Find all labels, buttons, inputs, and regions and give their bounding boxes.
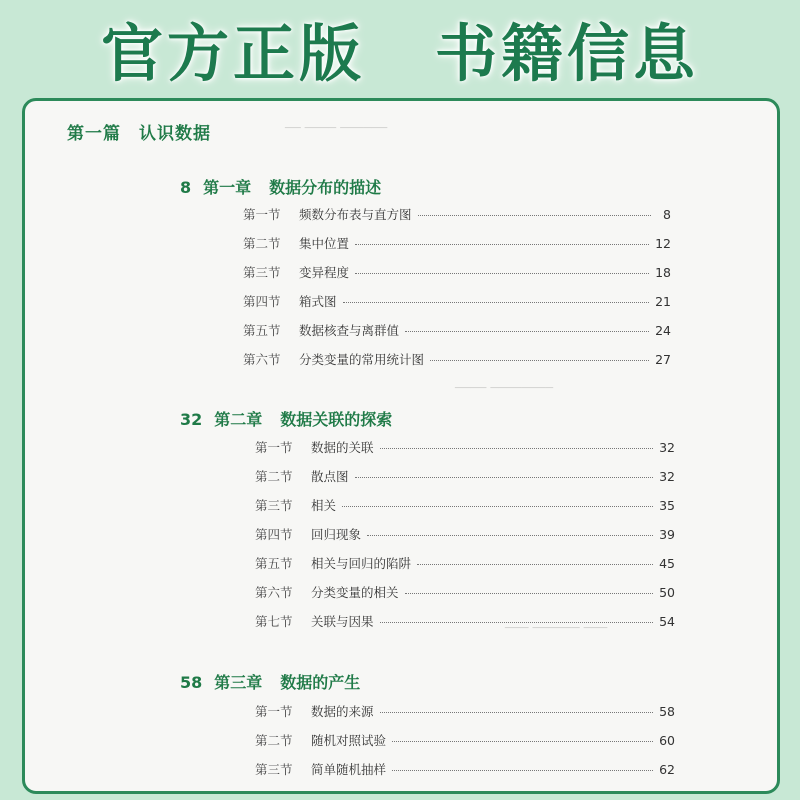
dot-leader bbox=[380, 622, 654, 623]
section-number: 第四节 bbox=[255, 527, 293, 542]
bleed-through-text: ─── ────── ─── bbox=[505, 621, 608, 636]
toc-entry bbox=[243, 234, 671, 252]
section-title: 数据的关联 bbox=[311, 440, 374, 455]
promo-banner bbox=[0, 0, 800, 96]
section-title: 集中位置 bbox=[299, 236, 350, 251]
section-number: 第一节 bbox=[243, 207, 281, 222]
banner-official-text: 官方正版 bbox=[100, 16, 365, 90]
toc-entry bbox=[255, 702, 675, 720]
section-number: 第二节 bbox=[255, 733, 293, 748]
dot-leader bbox=[355, 273, 649, 274]
dot-leader bbox=[405, 593, 654, 594]
toc-entry bbox=[243, 263, 671, 281]
dot-leader bbox=[355, 477, 654, 478]
section-title: 散点图 bbox=[311, 469, 349, 484]
toc-entry bbox=[243, 205, 671, 223]
chapter-heading bbox=[180, 407, 392, 430]
chapter-title: 数据的产生 bbox=[280, 673, 361, 692]
section-number: 第二节 bbox=[255, 469, 293, 484]
section-page: 35 bbox=[659, 498, 675, 513]
section-page: 21 bbox=[655, 294, 671, 309]
section-page: 32 bbox=[659, 469, 675, 484]
toc-entry bbox=[255, 760, 675, 778]
toc-entry bbox=[243, 350, 671, 368]
dot-leader bbox=[418, 215, 651, 216]
section-number: 第七节 bbox=[255, 614, 293, 629]
bleed-through-text: ──── ──────── bbox=[455, 381, 554, 396]
chapter-page: 58 bbox=[180, 673, 203, 692]
section-title: 数据的来源 bbox=[311, 704, 374, 719]
part-label: 第一篇 bbox=[67, 124, 121, 144]
dot-leader bbox=[367, 535, 653, 536]
dot-leader bbox=[417, 564, 653, 565]
toc-entry bbox=[243, 292, 671, 310]
dot-leader bbox=[392, 741, 653, 742]
dot-leader bbox=[380, 448, 654, 449]
banner-book-info-text: 书籍信息 bbox=[435, 16, 700, 90]
chapter-page: 8 bbox=[180, 178, 192, 197]
section-page: 18 bbox=[655, 265, 671, 280]
section-number: 第四节 bbox=[243, 294, 281, 309]
section-page: 58 bbox=[659, 704, 675, 719]
section-page: 45 bbox=[659, 556, 675, 571]
section-number: 第三节 bbox=[243, 265, 281, 280]
section-title: 随机对照试验 bbox=[311, 733, 387, 748]
section-title: 频数分布表与直方图 bbox=[299, 207, 412, 222]
section-number: 第六节 bbox=[243, 352, 281, 367]
dot-leader bbox=[392, 770, 653, 771]
section-number: 第三节 bbox=[255, 762, 293, 777]
section-page: 8 bbox=[663, 207, 671, 222]
section-page: 39 bbox=[659, 527, 675, 542]
section-title: 分类变量的相关 bbox=[311, 585, 399, 600]
part-name: 认识数据 bbox=[139, 124, 211, 144]
section-page: 27 bbox=[655, 352, 671, 367]
dot-leader bbox=[430, 360, 649, 361]
toc-entry bbox=[255, 731, 675, 749]
section-page: 60 bbox=[659, 733, 675, 748]
toc-entry bbox=[255, 554, 675, 572]
chapter-title: 数据关联的探索 bbox=[280, 410, 393, 429]
section-page: 12 bbox=[655, 236, 671, 251]
toc-entry bbox=[255, 467, 675, 485]
dot-leader bbox=[355, 244, 649, 245]
toc-entry bbox=[243, 321, 671, 339]
section-title: 箱式图 bbox=[299, 294, 337, 309]
dot-leader bbox=[343, 302, 650, 303]
section-page: 54 bbox=[659, 614, 675, 629]
toc-entry bbox=[255, 525, 675, 543]
section-page: 50 bbox=[659, 585, 675, 600]
section-number: 第三节 bbox=[255, 498, 293, 513]
dot-leader bbox=[342, 506, 653, 507]
section-number: 第一节 bbox=[255, 440, 293, 455]
section-number: 第五节 bbox=[243, 323, 281, 338]
section-title: 分类变量的常用统计图 bbox=[299, 352, 425, 367]
section-title: 相关 bbox=[311, 498, 337, 513]
bleed-through-text: ── ──── ────── bbox=[285, 121, 388, 136]
section-number: 第六节 bbox=[255, 585, 293, 600]
toc-entry bbox=[255, 438, 675, 456]
toc-page bbox=[22, 98, 780, 794]
dot-leader bbox=[405, 331, 649, 332]
chapter-label: 第一章 bbox=[203, 178, 252, 197]
section-number: 第二节 bbox=[243, 236, 281, 251]
section-title: 回归现象 bbox=[311, 527, 362, 542]
section-title: 相关与回归的陷阱 bbox=[311, 556, 412, 571]
toc-entry bbox=[255, 583, 675, 601]
chapter-label: 第二章 bbox=[214, 410, 263, 429]
section-page: 62 bbox=[659, 762, 675, 777]
section-number: 第五节 bbox=[255, 556, 293, 571]
chapter-heading bbox=[180, 175, 381, 198]
section-title: 变异程度 bbox=[299, 265, 350, 280]
chapter-label: 第三章 bbox=[214, 673, 263, 692]
toc-entry bbox=[255, 496, 675, 514]
section-title: 数据核查与离群值 bbox=[299, 323, 400, 338]
section-title: 关联与因果 bbox=[311, 614, 374, 629]
section-page: 24 bbox=[655, 323, 671, 338]
dot-leader bbox=[380, 712, 654, 713]
toc-entry bbox=[255, 612, 675, 630]
chapter-heading bbox=[180, 670, 360, 693]
part-heading bbox=[67, 119, 211, 144]
section-title: 简单随机抽样 bbox=[311, 762, 387, 777]
section-number: 第一节 bbox=[255, 704, 293, 719]
chapter-page: 32 bbox=[180, 410, 203, 429]
section-page: 32 bbox=[659, 440, 675, 455]
chapter-title: 数据分布的描述 bbox=[269, 178, 382, 197]
